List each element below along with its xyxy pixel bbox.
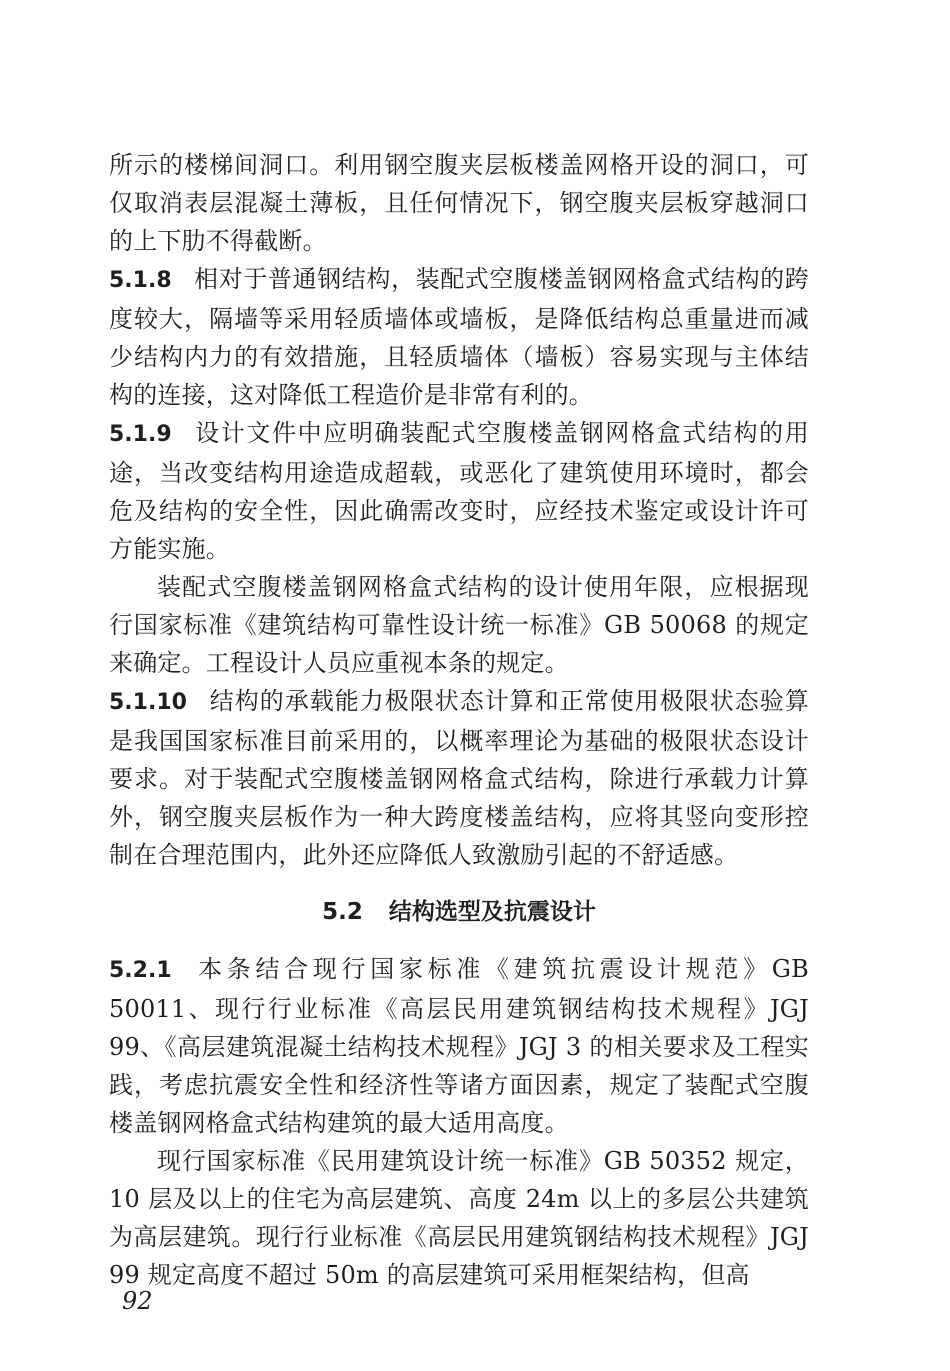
section-title-text: 结构选型及抗震设计 <box>388 899 596 925</box>
paragraph-text: 所示的楼梯间洞口。利用钢空腹夹层板楼盖网格开设的洞口，可仅取消表层混凝土薄板，且任何情况下，钢空腹夹层板穿越洞口的上下肋不得截断。 <box>109 151 809 255</box>
clause-number: 5.1.8 <box>109 268 172 293</box>
clause-number: 5.1.9 <box>109 422 172 447</box>
paragraph-high-rise-definition <box>109 1142 809 1294</box>
clause-number: 5.1.10 <box>109 690 187 715</box>
clause-5-2-1 <box>109 950 809 1142</box>
paragraph-text: 现行国家标准《民用建筑设计统一标准》GB 50352 规定，10 层及以上的住宅为高层建筑、高度 24m 以上的多层公共建筑为高层建筑。现行行业标准《高层民用建筑钢结构技术规程》JGJ 99 规定高度不超过 50m 的高层建筑可采用框架结构，但高 <box>109 1147 809 1289</box>
paragraph-text: 设计文件中应明确装配式空腹楼盖钢网格盒式结构的用途，当改变结构用途造成超载，或恶化了建筑使用环境时，都会危及结构的安全性，因此确需改变时，应经技术鉴定或设计许可方能实施。 <box>109 419 809 563</box>
page-number: 92 <box>122 1287 153 1315</box>
section-heading <box>109 894 809 930</box>
paragraph-continuation <box>109 146 809 260</box>
clause-5-1-9 <box>109 414 809 568</box>
paragraph-design-life <box>109 568 809 682</box>
clause-5-1-8 <box>109 260 809 414</box>
section-number: 5.2 <box>322 899 363 925</box>
clause-5-1-10 <box>109 682 809 874</box>
clause-number: 5.2.1 <box>109 958 172 983</box>
paragraph-text: 相对于普通钢结构，装配式空腹楼盖钢网格盒式结构的跨度较大，隔墙等采用轻质墙体或墙板，是降低结构总重量进而减少结构内力的有效措施，且轻质墙体（墙板）容易实现与主体结构的连接，这对降低工程造价是非常有利的。 <box>109 265 809 409</box>
document-body <box>109 146 809 1294</box>
paragraph-text: 装配式空腹楼盖钢网格盒式结构的设计使用年限，应根据现行国家标准《建筑结构可靠性设计统一标准》GB 50068 的规定来确定。工程设计人员应重视本条的规定。 <box>109 573 809 677</box>
paragraph-text: 本条结合现行国家标准《建筑抗震设计规范》GB 50011、现行行业标准《高层民用建筑钢结构技术规程》JGJ 99、《高层建筑混凝土结构技术规程》JGJ 3 的相关要求及工程实践，考虑抗震安全性和经济性等诸方面因素，规定了装配式空腹楼盖钢网格盒式结构建筑的最大适用高度。 <box>109 955 809 1137</box>
paragraph-text: 结构的承载能力极限状态计算和正常使用极限状态验算是我国国家标准目前采用的，以概率理论为基础的极限状态设计要求。对于装配式空腹楼盖钢网格盒式结构，除进行承载力计算外，钢空腹夹层板作为一种大跨度楼盖结构，应将其竖向变形控制在合理范围内，此外还应降低人致激励引起的不舒适感。 <box>109 687 809 869</box>
